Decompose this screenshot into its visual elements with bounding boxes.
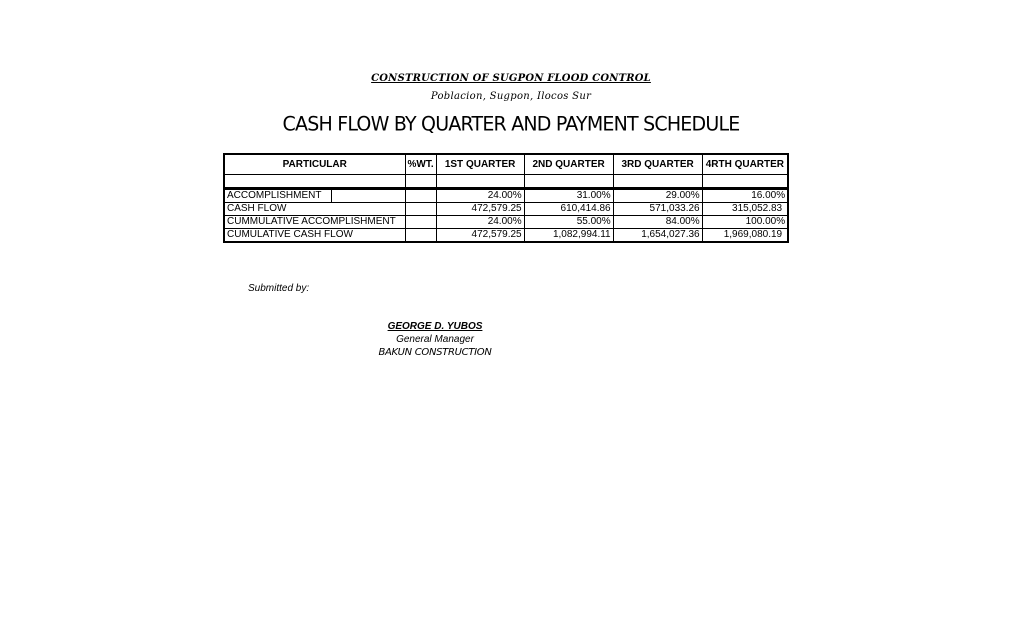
row-q2: 1,082,994.11 xyxy=(524,229,613,243)
table-row xyxy=(224,190,788,203)
row-q3: 571,033.26 xyxy=(613,203,702,216)
table-row xyxy=(224,229,788,243)
row-particular: CUMULATIVE CASH FLOW xyxy=(224,229,405,243)
table-row xyxy=(224,203,788,216)
column-header-q2: 2ND QUARTER xyxy=(524,154,613,175)
row-particular: CUMMULATIVE ACCOMPLISHMENT xyxy=(224,216,405,229)
column-header-weight: %WT. xyxy=(405,154,436,175)
row-q3: 84.00% xyxy=(613,216,702,229)
column-header-q1: 1ST QUARTER xyxy=(436,154,524,175)
cash-flow-table xyxy=(223,153,789,243)
row-particular: CASH FLOW xyxy=(224,203,405,216)
column-header-q4: 4RTH QUARTER xyxy=(702,154,788,175)
schedule-title: CASH FLOW BY QUARTER AND PAYMENT SCHEDULE xyxy=(282,112,740,136)
column-header-q3: 3RD QUARTER xyxy=(613,154,702,175)
row-q2: 55.00% xyxy=(524,216,613,229)
row-weight xyxy=(405,216,436,229)
row-q4: 16.00% xyxy=(702,190,788,203)
submitted-by-label: Submitted by: xyxy=(248,283,310,294)
project-location: Poblacion, Sugpon, Ilocos Sur xyxy=(430,91,592,102)
row-q4: 1,969,080.19 xyxy=(702,229,788,243)
row-weight xyxy=(405,229,436,243)
row-q4: 100.00% xyxy=(702,216,788,229)
signatory-position: General Manager xyxy=(396,334,474,345)
row-q1: 24.00% xyxy=(436,216,524,229)
signatory-name: GEORGE D. YUBOS xyxy=(387,321,483,332)
row-q2: 610,414.86 xyxy=(524,203,613,216)
row-particular: ACCOMPLISHMENT xyxy=(224,190,331,203)
row-weight xyxy=(405,190,436,203)
row-q1: 472,579.25 xyxy=(436,203,524,216)
project-title: CONSTRUCTION OF SUGPON FLOOD CONTROL xyxy=(371,73,651,84)
signatory-company: BAKUN CONSTRUCTION xyxy=(378,347,492,358)
table-spacer-row xyxy=(224,175,788,189)
row-q1: 472,579.25 xyxy=(436,229,524,243)
row-weight xyxy=(405,203,436,216)
table-row xyxy=(224,216,788,229)
row-q2: 31.00% xyxy=(524,190,613,203)
column-header-particular: PARTICULAR xyxy=(224,154,405,175)
row-q3: 1,654,027.36 xyxy=(613,229,702,243)
row-q4: 315,052.83 xyxy=(702,203,788,216)
table-header-row xyxy=(224,154,788,175)
row-q1: 24.00% xyxy=(436,190,524,203)
row-q3: 29.00% xyxy=(613,190,702,203)
